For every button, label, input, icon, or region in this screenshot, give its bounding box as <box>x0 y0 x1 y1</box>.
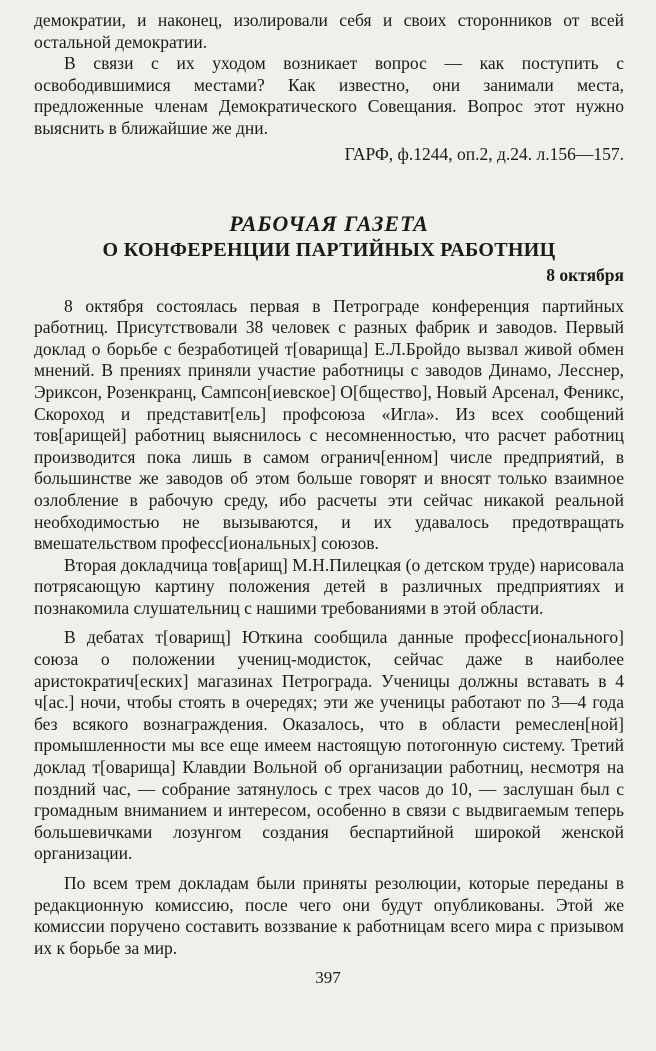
article-title: О КОНФЕРЕНЦИИ ПАРТИЙНЫХ РАБОТНИЦ <box>102 238 556 261</box>
article-paragraph-4: По всем трем докладам были приняты резолюции, которые переданы в редакционную комиссию, после чего они будут опубликованы. Этой же комиссии поручено составить воззвание к работницам всего мира с призывом их к борьбе за мир. <box>34 873 624 958</box>
archive-source: ГАРФ, ф.1244, оп.2, д.24. л.156—157. <box>344 143 624 164</box>
page-number: 397 <box>315 968 341 987</box>
article-paragraph-1: 8 октября состоялась первая в Петрограде конференция партийных работниц. Присутствовали 38 человек с разных фабрик и заводов. Первый доклад о борьбе с безработицей т[оварища] Е.Л.Бройдо вызвал живой обмен мнений. В прениях приняли участие работницы с заводов Динамо, Лесснер, Эриксон, Розенкранц, Сампсон[иевское] О[бщество], Новый Арсенал, Феникс, Скороход и представит[ель] профсоюза «Игла». Из всех сообщений тов[арищей] работниц выяснилось с несомненностью, что расчет работниц производится пока лишь в самом огранич[енном] числе предприятий, в большинстве же заводов об этом больше говорят и вносят только взаимное озлобление в рабочую среду, ибо расчеты эти сейчас никакой реальной необходимостью не вызываются, и их удавалось предотвращать вмешательством професс[иональных] союзов. <box>34 295 624 554</box>
article-paragraph-2: Вторая докладчица тов[арищ] М.Н.Пилецкая (о детском труде) нарисовала потрясающую картину положения детей в различных предприятиях и познакомила слушательниц с нашими требованиями в этой области. <box>34 554 624 618</box>
intro-paragraph-1: демократии, и наконец, изолировали себя и своих сторонников от всей остальной демократии. <box>34 10 624 52</box>
article-date: 8 октября <box>546 264 624 285</box>
newspaper-title: РАБОЧАЯ ГАЗЕТА <box>229 210 429 236</box>
article-paragraph-3: В дебатах т[оварищ] Юткина сообщила данные професс[ионального] союза о положении учениц-модисток, сейчас даже в наиболее аристократич[еских] магазинах Петрограда. Ученицы должны вставать в 4 ч[ас.] ночи, чтобы стоять в очередях; эти же ученицы работают по 3—4 года без всякого вознаграждения. Оказалось, что в области ремеслен[ной] промышленности мы все еще имеем настоящую потогонную систему. Третий доклад т[оварища] Клавдии Вольной об организации работниц, несмотря на поздний час, — собрание затянулось с трех часов до 10, — заслушан был с громадным вниманием и интересом, особенно в связи с выдвигаемым теперь большевичками лозунгом создания беспартийной широкой женской организации. <box>34 627 624 864</box>
intro-paragraph-2: В связи с их уходом возникает вопрос — как поступить с освободившимися местами? Как известно, они занимали места, предложенные членам Демократического Совещания. Вопрос этот нужно выяснить в ближайшие же дни. <box>34 53 624 138</box>
